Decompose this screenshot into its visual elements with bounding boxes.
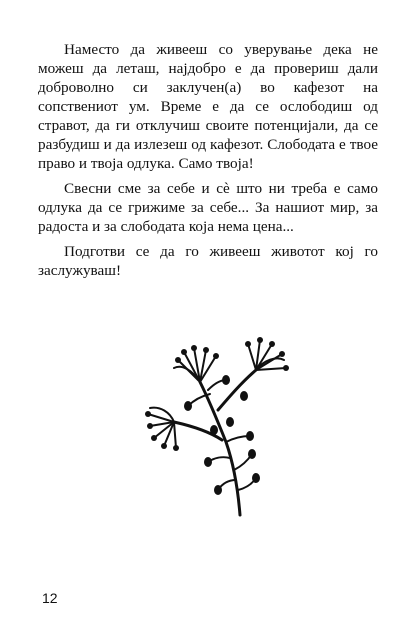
- page-number: 12: [42, 590, 58, 606]
- body-text: [38, 40, 378, 286]
- paragraph-2: Свесни сме за себе и сè што ни треба е само одлука да се грижиме за себе... За нашиот мир, за радоста и за слободата која нема цена...: [38, 180, 378, 235]
- paragraph-3: Подготви се да го живееш животот кој го заслужуваш!: [38, 243, 378, 279]
- paragraph-1: Наместо да живееш со уверување дека не можеш да леташ, најдобро е да провериш дали доброволно си заклучен(а) во кафезот на сопствениот ум. Време е да се ослободиш од стравот, да ги отклучиш своите потенцијали, да се разбудиш и да излезеш од кафезот. Слободата е твое право и твоја одлука. Само твоја!: [38, 41, 378, 172]
- flower-sprig-icon: [130, 330, 290, 520]
